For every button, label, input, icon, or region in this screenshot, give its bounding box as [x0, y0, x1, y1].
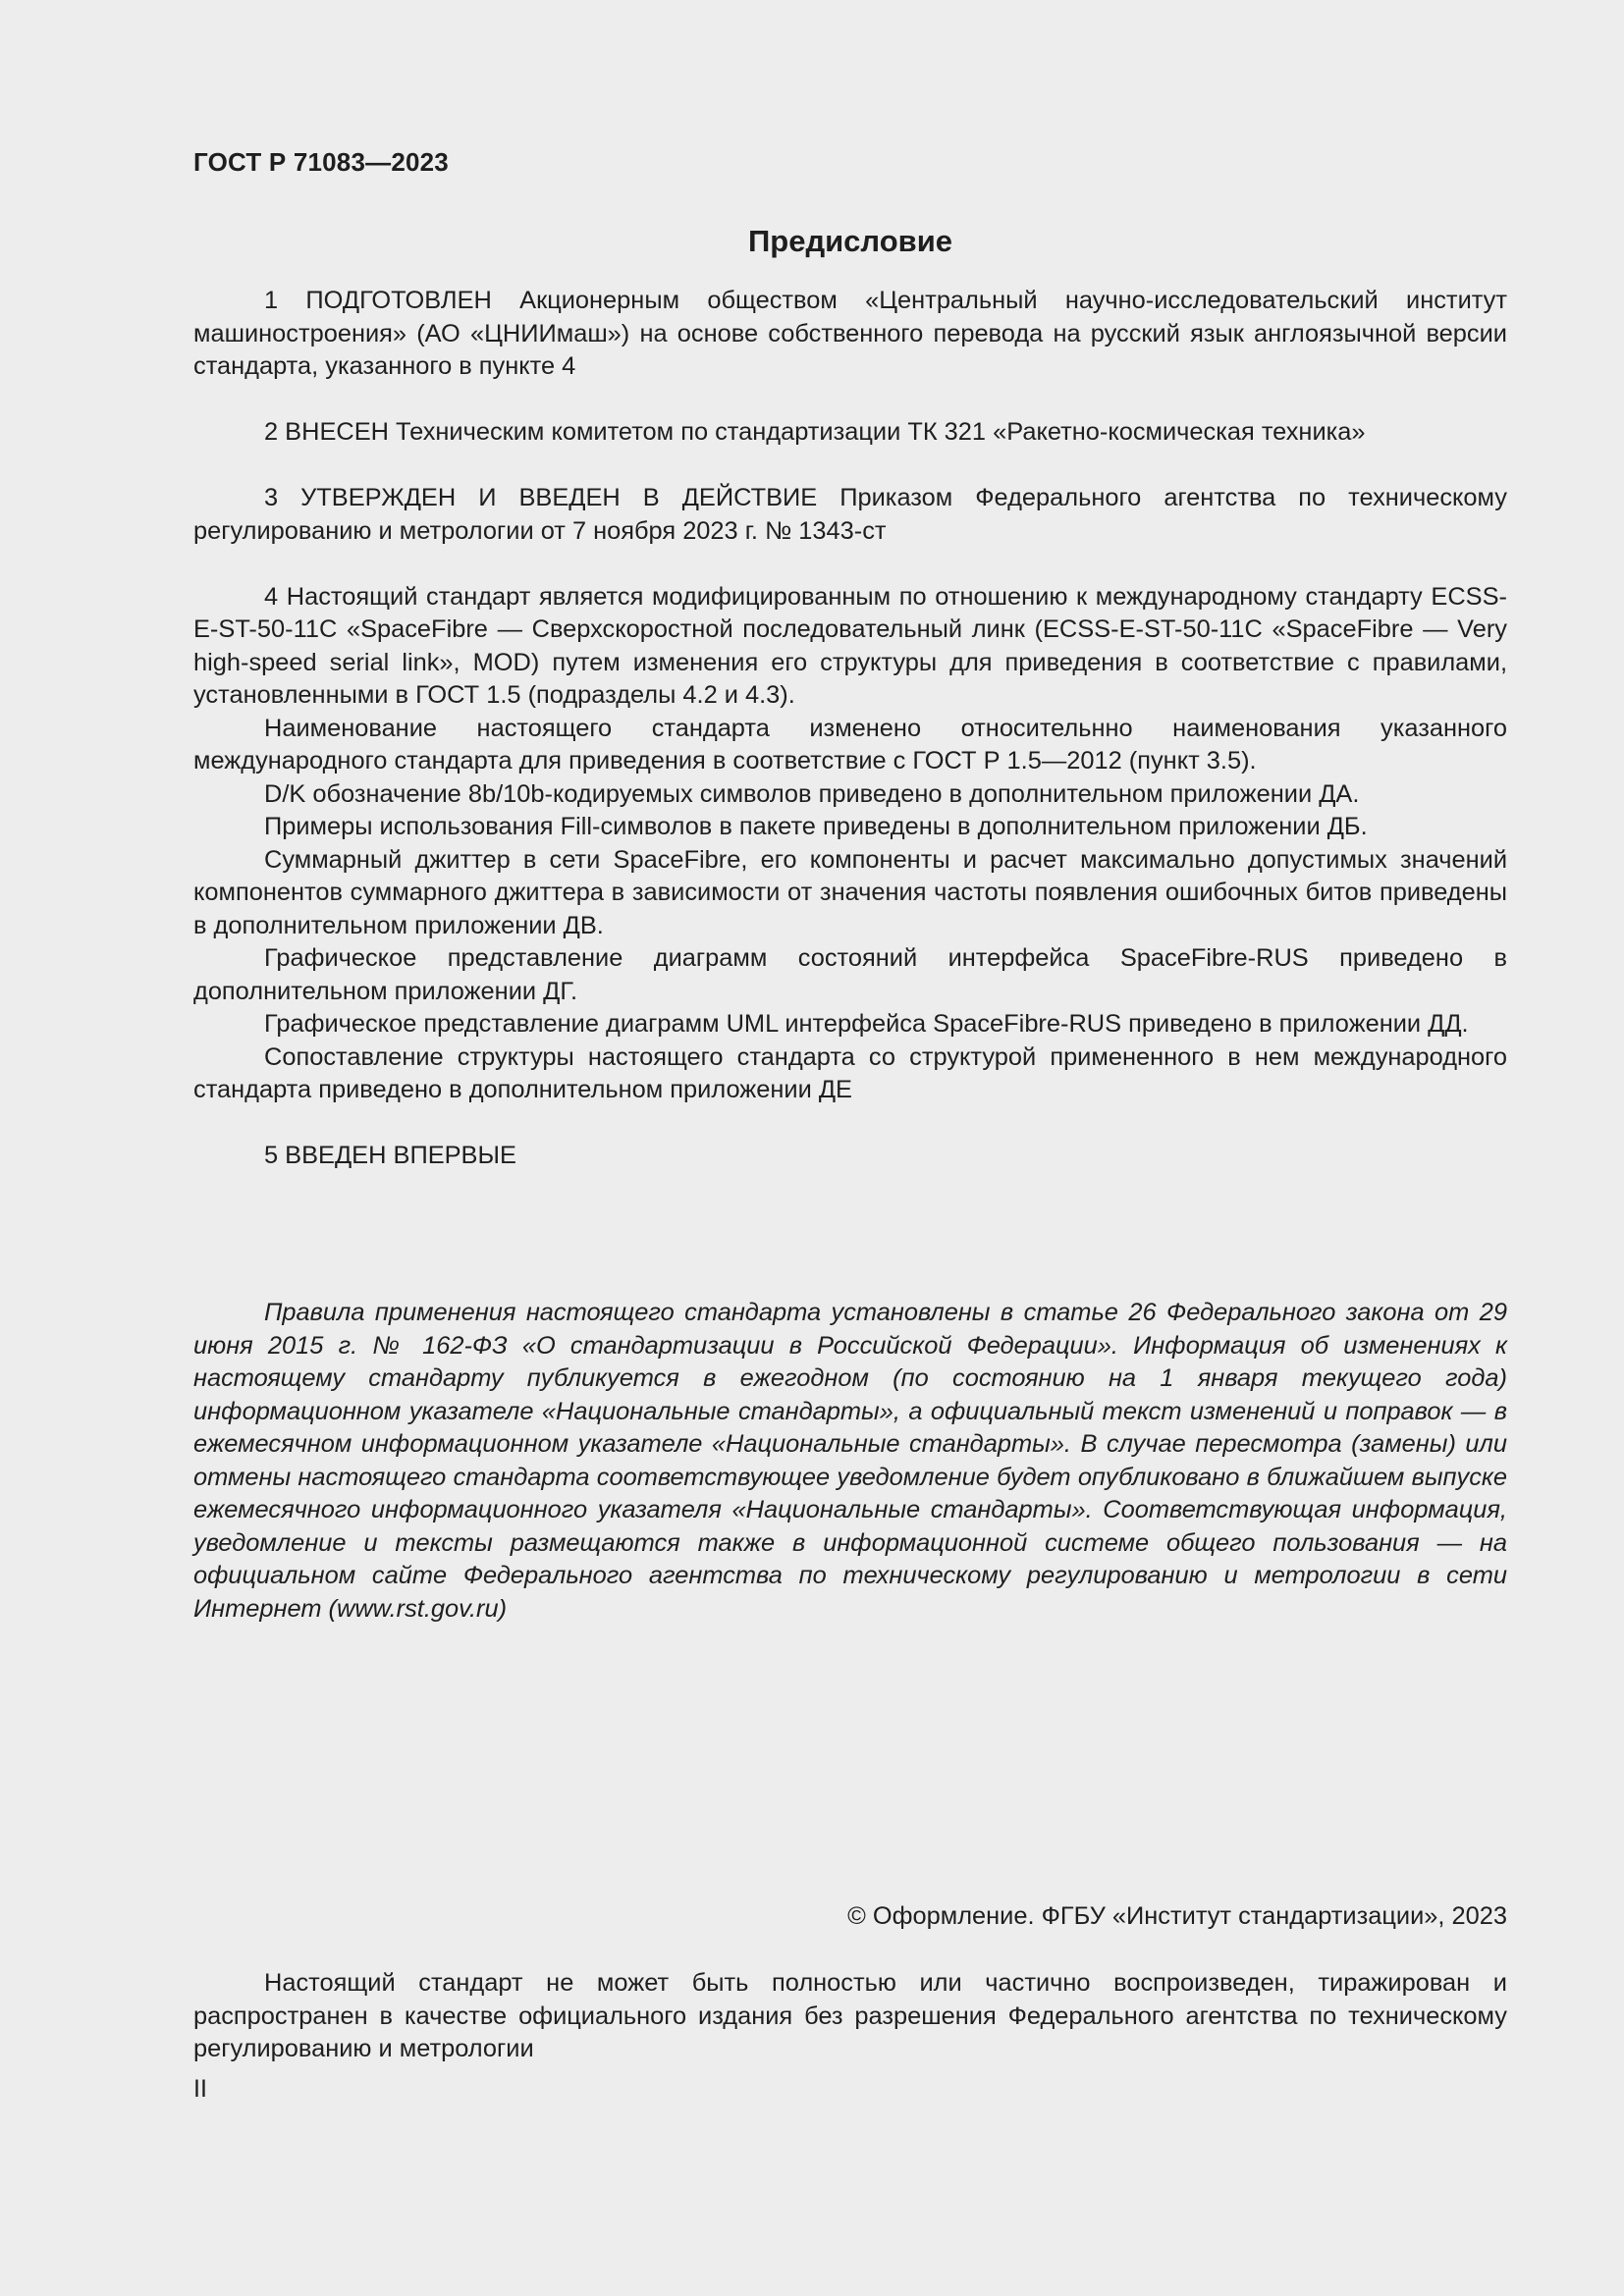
document-id-header: ГОСТ Р 71083—2023 — [193, 147, 449, 177]
section-4-paragraph: Сопоставление структуры настоящего стандарта со структурой примененного в нем международного стандарта приведено в дополнительном приложении ДЕ — [193, 1042, 1507, 1103]
section-3: 3 УТВЕРЖДЕН И ВВЕДЕН В ДЕЙСТВИЕ Приказом Федерального агентства по техническому регулированию и метрологии от 7 ноября 2023 г. № 1343-ст — [193, 484, 1507, 545]
page-title: Предисловие — [747, 224, 952, 258]
copyright-line: © Оформление. ФГБУ «Институт стандартизации», 2023 — [847, 1902, 1507, 1930]
section-4-paragraph: Наименование настоящего стандарта изменено относительнно наименования указанного международного стандарта для приведения в соответствие с ГОСТ Р 1.5—2012 (пункт 3.5). — [193, 714, 1507, 774]
document-page — [193, 0, 1507, 2296]
disclaimer-text: Настоящий стандарт не может быть полностью или частично воспроизведен, тиражирован и распространен в качестве официального издания без разрешения Федерального агентства по техническому регулированию и метрологии — [193, 1969, 1507, 2062]
section-4-paragraph: Примеры использования Fill-символов в пакете приведены в дополнительном приложении ДБ. — [264, 813, 1368, 840]
section-4-paragraph: Графическое представление диаграмм состояний интерфейса SpaceFibre-RUS приведено в дополнительном приложении ДГ. — [193, 944, 1507, 1005]
reproduction-disclaimer — [193, 1967, 1507, 2066]
foreword-body — [193, 285, 1507, 1173]
section-1: 1 ПОДГОТОВЛЕН Акционерным обществом «Центральный научно-исследовательский институт машиностроения» (АО «ЦНИИмаш») на основе собственного перевода на русский язык англоязычной версии стандарта, указанного в пункте 4 — [193, 287, 1507, 380]
usage-rules-notice — [193, 1297, 1507, 1626]
section-4-paragraph: D/K обозначение 8b/10b-кодируемых символов приведено в дополнительном приложении ДА. — [264, 779, 1360, 808]
section-4-paragraph: Графическое представление диаграмм UML интерфейса SpaceFibre-RUS приведено в приложении ДД. — [264, 1010, 1469, 1038]
section-2: 2 ВНЕСЕН Техническим комитетом по стандартизации ТК 321 «Ракетно-космическая техника» — [264, 418, 1366, 446]
page-number: II — [193, 2075, 207, 2103]
section-5: 5 ВВЕДЕН ВПЕРВЫЕ — [264, 1142, 516, 1169]
section-4-paragraph: 4 Настоящий стандарт является модифицированным по отношению к международному стандарту ECSS-E-ST-50-11C «SpaceFibre — Сверхскоростной последовательный линк (ECSS-E-ST-50-11C «SpaceFibre — Very high-speed serial link», MOD) путем изменения его структуры для приведения в соответствие с правилами, установленными в ГОСТ 1.5 (подразделы 4.2 и 4.3). — [193, 582, 1507, 709]
section-4-paragraph: Суммарный джиттер в сети SpaceFibre, его компоненты и расчет максимально допустимых значений компонентов суммарного джиттера в зависимости от значения частоты появления ошибочных битов приведены в дополнительном приложении ДВ. — [193, 845, 1507, 939]
notice-text: Правила применения настоящего стандарта установлены в статье 26 Федерального закона от 29 июня 2015 г. № 162-ФЗ «О стандартизации в Российской Федерации». Информация об изменениях к настоящему стандарту публикуется в ежегодном (по состоянию на 1 января текущего года) информационном указателе «Национальные стандарты», а официальный текст изменений и поправок — в ежемесячном информационном указателе «Национальные стандарты». В случае пересмотра (замены) или отмены настоящего стандарта соответствующее уведомление будет опубликовано в ближайшем выпуске ежемесячного информационного указателя «Национальные стандарты». Соответствующая информация, уведомление и тексты размещаются также в информационной системе общего пользования — на официальном сайте Федерального агентства по техническому регулированию и метрологии в сети Интернет (www.rst.gov.ru) — [193, 1299, 1507, 1623]
